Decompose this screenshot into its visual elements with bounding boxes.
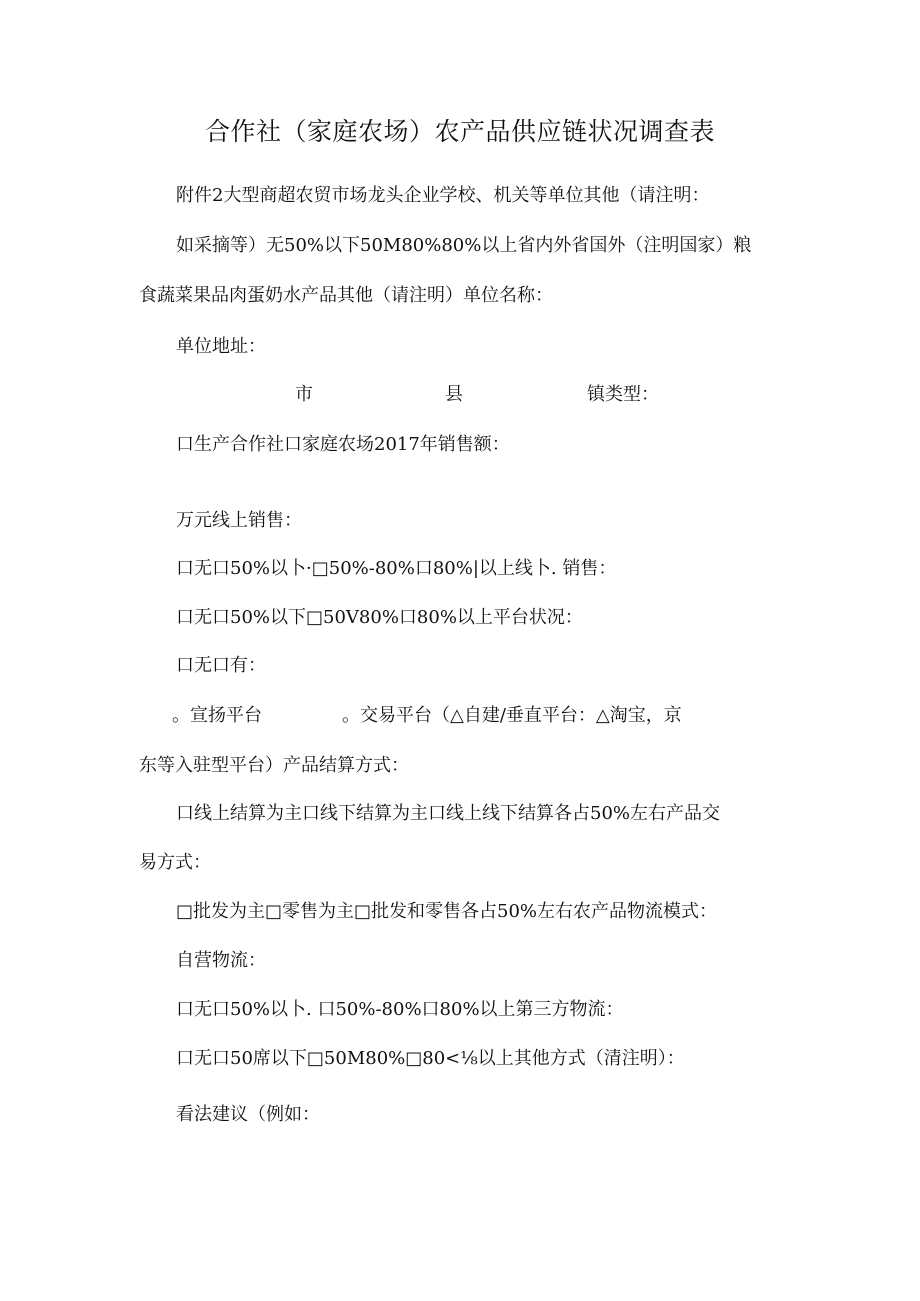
text-city: 市 (295, 384, 313, 405)
text-line-self-logistics: 自营物流： (176, 950, 266, 971)
text-line-entity-type: 口生产合作社口家庭农场2017年销售额： (176, 434, 510, 455)
text-line-trade-options: □批发为主□零售为主□批发和零售各占50%左右农产品物流模式： (176, 901, 718, 922)
page-title: 合作社（家庭农场）农产品供应链状况调查表 (204, 117, 715, 146)
text-line-self-logistics-options: 口无口50%以卜. 口50%-80%口80%以上第三方物流： (176, 999, 624, 1020)
text-line-sales-channel: 如采摘等）无50%以下50M80%80%以上省内外省国外（注明国家）粮 (176, 235, 752, 256)
text-county: 县 (445, 384, 463, 405)
text-line-address: 单位地址： (176, 336, 266, 357)
text-line-product-type: 食蔬菜果品肉蛋奶水产品其他（请注明）单位名称： (139, 285, 553, 306)
text-line-third-party-options: 口无口50席以下□50M80%□80<⅛以上其他方式（清注明）： (176, 1048, 685, 1069)
text-line-online-options: 口无口50%以卜·□50%-80%口80%|以上线卜. 销售： (176, 558, 617, 579)
text-promo-platform: 。宣扬平台 (172, 705, 262, 726)
text-line-attachment: 附件2大型商超农贸市场龙头企业学校、机关等单位其他（请注明： (176, 185, 710, 206)
text-line-platform-options: 口无口有： (176, 655, 266, 676)
text-line-settlement-options: 口线上结算为主口线下结算为主口线上线下结算各占50%左右产品交 (176, 803, 721, 824)
text-town-type: 镇类型： (587, 384, 659, 405)
text-line-trade-mode: 易方式： (139, 852, 211, 873)
text-line-settlement: 东等入驻型平台）产品结算方式： (139, 755, 409, 776)
text-line-suggestions: 看法建议（例如： (176, 1104, 320, 1125)
text-trade-platform: 。交易平台（△自建/垂直平台：△淘宝，京 (342, 705, 682, 726)
text-line-offline-options: 口无口50%以下□50V80%口80%以上平台状况： (176, 607, 583, 628)
text-line-online-sales: 万元线上销售： (176, 510, 302, 531)
